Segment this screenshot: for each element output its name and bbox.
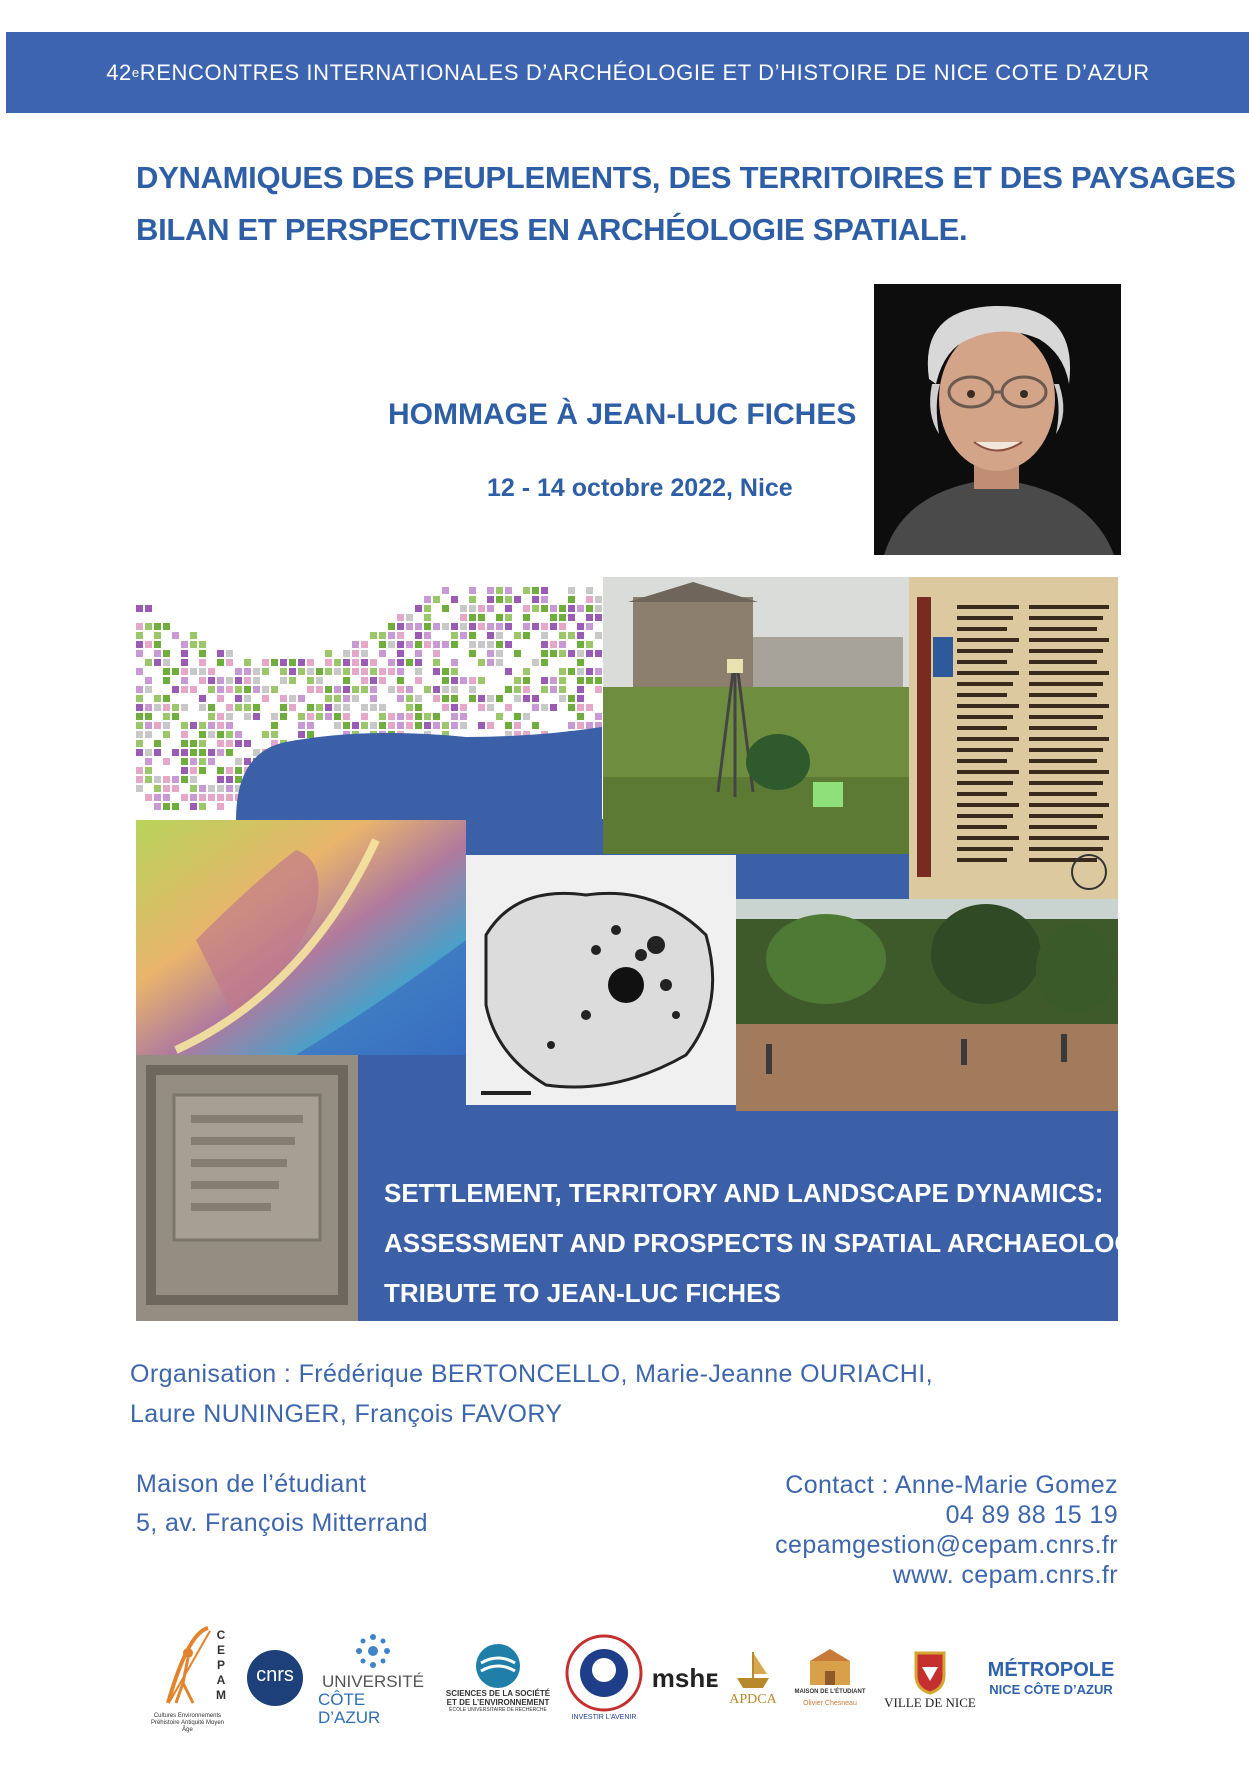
venue-name: Maison de l’étudiant <box>136 1470 367 1498</box>
apdca-ship-icon <box>733 1648 773 1692</box>
investir-avenir-logo <box>562 1618 646 1738</box>
investir-label: INVESTIR L’AVENIR <box>571 1713 637 1721</box>
metro-label-1: MÉTROPOLE <box>987 1659 1115 1681</box>
english-title-block <box>384 1168 1156 1318</box>
metro-label-2: NICE CÔTE D’AZUR <box>989 1682 1113 1697</box>
cnrs-label: cnrs <box>256 1664 294 1686</box>
header-number: 42 <box>106 59 132 85</box>
maison-building-icon <box>805 1647 855 1687</box>
uca-dots-icon <box>351 1629 395 1673</box>
ville-label: VILLE DE NICE <box>884 1695 976 1710</box>
maison-etudiant-logo <box>790 1618 870 1738</box>
contact-website[interactable]: www. cepam.cnrs.fr <box>892 1561 1118 1589</box>
nice-crest-icon <box>910 1645 950 1695</box>
uca-label-1: UNIVERSITÉ <box>321 1672 425 1691</box>
contact-phone: 04 89 88 15 19 <box>945 1501 1118 1529</box>
maison-label-2: Olivier Chesneau <box>803 1700 857 1707</box>
field-survey-photo <box>736 899 1118 1111</box>
mshe-logo: mshᴇ <box>651 1662 719 1693</box>
maison-label-1: MAISON DE L’ÉTUDIANT <box>794 1689 866 1695</box>
mshe-label: msh <box>651 1662 706 1693</box>
contact-name: Contact : Anne-Marie Gomez <box>785 1471 1118 1499</box>
sse-label-3: ÉCOLE UNIVERSITAIRE DE RECHERCHE <box>449 1707 547 1713</box>
relief-map-illustration <box>136 820 466 1055</box>
barn-photo-illustration <box>603 577 909 854</box>
portrait-photo <box>874 284 1121 555</box>
header-text: RENCONTRES INTERNATIONALES D’ARCHÉOLOGIE ET D’HISTOIRE DE NICE COTE D’AZUR <box>139 59 1150 85</box>
apdca-label: APDCA <box>729 1692 777 1707</box>
elevation-relief-map <box>136 820 466 1055</box>
manuscript-illustration <box>909 577 1118 899</box>
inscription-stone-photo <box>136 1055 358 1321</box>
portrait-illustration <box>874 284 1121 555</box>
settlement-distribution-map <box>466 855 736 1105</box>
sciences-societe-logo <box>442 1618 554 1738</box>
title-line-2: BILAN ET PERSPECTIVES EN ARCHÉOLOGIE SPATIALE. <box>136 212 968 247</box>
medieval-manuscript-image <box>909 577 1118 899</box>
title-line-1: DYNAMIQUES DES PEUPLEMENTS, DES TERRITOIRES ET DES PAYSAGES <box>136 160 1236 195</box>
hommage-heading: HOMMAGE À JEAN-LUC FICHES <box>388 398 857 431</box>
grid-map-illustration <box>136 577 602 820</box>
contact-email[interactable]: cepamgestion@cepam.cnrs.fr <box>775 1531 1118 1559</box>
fieldwork-barn-photo <box>603 577 909 854</box>
venue-address: 5, av. François Mitterrand <box>136 1509 428 1537</box>
settlement-grid-map <box>136 577 602 820</box>
universite-cote-azur-logo <box>318 1618 428 1738</box>
english-title-line-2: ASSESSMENT AND PROSPECTS IN SPATIAL ARCHAEOLOGY. <box>384 1228 1157 1258</box>
distribution-map-illustration <box>466 855 736 1105</box>
cepam-logo <box>150 1618 225 1738</box>
cnrs-logo <box>245 1618 305 1738</box>
contact-block <box>775 1470 1118 1590</box>
header-superscript: e <box>131 65 140 80</box>
cepam-subtitle: Cultures Environnements Préhistoire Antiquité Moyen Âge <box>150 1712 225 1733</box>
ville-de-nice-logo <box>880 1618 980 1738</box>
cepam-archer-icon <box>158 1623 218 1713</box>
sse-wave-icon <box>475 1643 521 1689</box>
english-title-line-1: SETTLEMENT, TERRITORY AND LANDSCAPE DYNAMICS: <box>384 1178 1104 1208</box>
english-title-line-3: TRIBUTE TO JEAN-LUC FICHES <box>384 1278 781 1308</box>
field-photo-illustration <box>736 899 1118 1111</box>
investir-seal-icon <box>565 1634 643 1712</box>
organisation-line-2: Laure NUNINGER, François FAVORY <box>130 1400 563 1428</box>
organisation-line-1: Organisation : Frédérique BERTONCELLO, Marie-Jeanne OURIACHI, <box>130 1360 933 1388</box>
sse-label-2: ET DE L’ENVIRONNEMENT <box>446 1698 550 1707</box>
header-banner <box>6 32 1249 113</box>
cepam-vertical-text: CEPAM <box>216 1628 226 1702</box>
uca-label-2: CÔTE D’AZUR <box>318 1690 381 1727</box>
inscription-illustration <box>136 1055 358 1321</box>
sse-label-1: SCIENCES DE LA SOCIÉTÉ <box>445 1689 551 1698</box>
event-dates: 12 - 14 octobre 2022, Nice <box>487 474 793 502</box>
apdca-logo <box>722 1618 784 1738</box>
metropole-logo <box>988 1618 1114 1738</box>
